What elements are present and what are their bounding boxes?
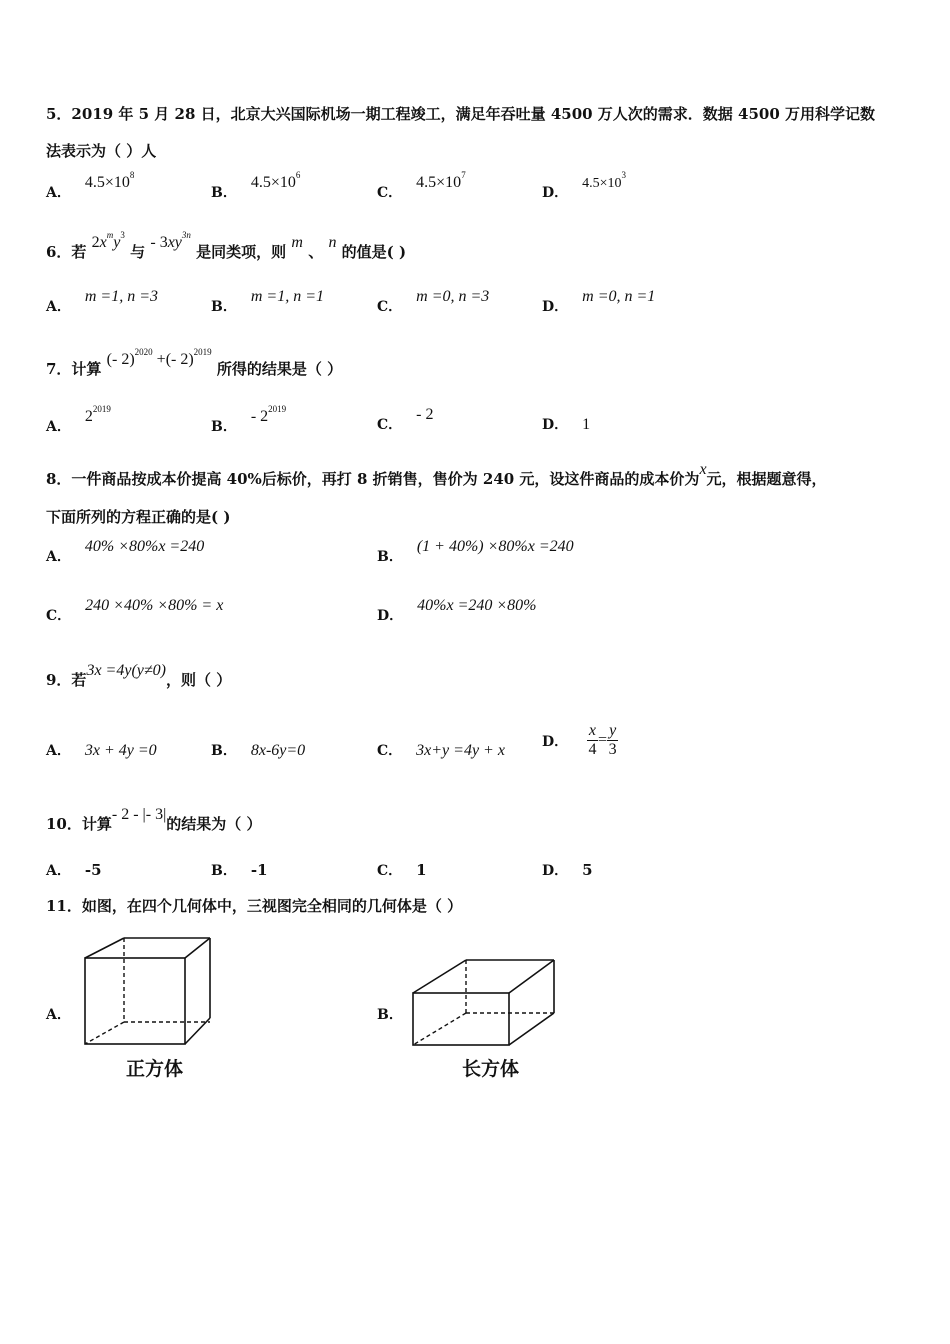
q5-option-a[interactable]: A．$4.5\times 10^8$ (46, 170, 135, 201)
q6-option-b[interactable]: B．m =1, n =1 (211, 288, 324, 315)
q7-option-b[interactable]: B．- $2^{2019}$ (211, 404, 287, 435)
cube-figure (80, 932, 220, 1052)
q10-option-b[interactable]: B． -1 (211, 861, 268, 879)
q9-option-a[interactable]: A． 3x + 4y =0 (46, 742, 157, 759)
q8-option-c[interactable]: C．240 ×40% ×80% = x (46, 597, 224, 624)
q9-option-c[interactable]: C． 3x+y =4y + x (377, 742, 505, 759)
q6-option-a[interactable]: A．m =1, n =3 (46, 288, 159, 315)
cube-caption: 正方体 (126, 1058, 184, 1080)
q5-option-b[interactable]: B．$4.5\times 10^6$ (211, 170, 301, 201)
q8-stem-line2: 下面所列的方程正确的是( ) (46, 508, 231, 526)
q5-option-d[interactable]: D．$4.5\times 10^3$ (542, 170, 627, 201)
q10-stem: 10．计算- 2 - |- 3|的结果为（ ） (46, 806, 262, 833)
q7-stem: 7．计算 (- 2)$^{2020}$ +(- 2)$^{2019}$ 所得的结果是（ ） (46, 347, 343, 378)
q9-option-d[interactable]: D． $\frac{x}{4}$ = $\frac{y}{3}$ (542, 722, 617, 758)
q8-option-b[interactable]: B．(1 + 40%) ×80%x =240 (377, 538, 574, 565)
q6-stem: 6．若 $2x^my^3$ 与 - $3xy^{3n}$ 是同类项，则 m 、 n 的值是( ) (46, 230, 407, 261)
q7-option-a[interactable]: A．$2^{2019}$ (46, 404, 111, 435)
q7-option-d[interactable]: D． 1 (542, 416, 591, 433)
q7-option-c[interactable]: C．- 2 (377, 406, 434, 433)
q11-option-b[interactable]: B． (377, 1007, 403, 1023)
q8-option-d[interactable]: D．40%x =240 ×80% (377, 597, 537, 624)
q10-option-c[interactable]: C． 1 (377, 861, 427, 879)
q6-option-c[interactable]: C．m =0, n =3 (377, 288, 490, 315)
q5-option-c[interactable]: C．$4.5\times 10^7$ (377, 170, 466, 201)
q9-stem: 9．若3x =4y(y≠0)，则（ ） (46, 662, 232, 689)
q11-stem: 11．如图，在四个几何体中，三视图完全相同的几何体是（ ） (46, 897, 463, 915)
cuboid-caption: 长方体 (462, 1058, 520, 1080)
q11-option-a[interactable]: A． (46, 1007, 71, 1023)
q5-stem-line2: 法表示为（ ）人 (46, 142, 157, 160)
q8-option-a[interactable]: A．40% ×80%x =240 (46, 538, 205, 565)
cuboid-figure (408, 955, 560, 1051)
q5-stem-line1: 5．2019 年 5 月 28 日，北京大兴国际机场一期工程竣工，满足年吞吐量 4500 万人次的需求．数据 4500 万用科学记数 (46, 105, 875, 123)
q10-option-d[interactable]: D． 5 (542, 861, 593, 879)
q8-stem-line1: 8．一件商品按成本价提高 40%后标价，再打 8 折销售，售价为 240 元，设这件商品的成本价为x元，根据题意得， (46, 461, 827, 488)
q6-option-d[interactable]: D．m =0, n =1 (542, 288, 656, 315)
q9-option-b[interactable]: B． 8x-6y=0 (211, 742, 306, 759)
q10-option-a[interactable]: A． -5 (46, 861, 102, 879)
